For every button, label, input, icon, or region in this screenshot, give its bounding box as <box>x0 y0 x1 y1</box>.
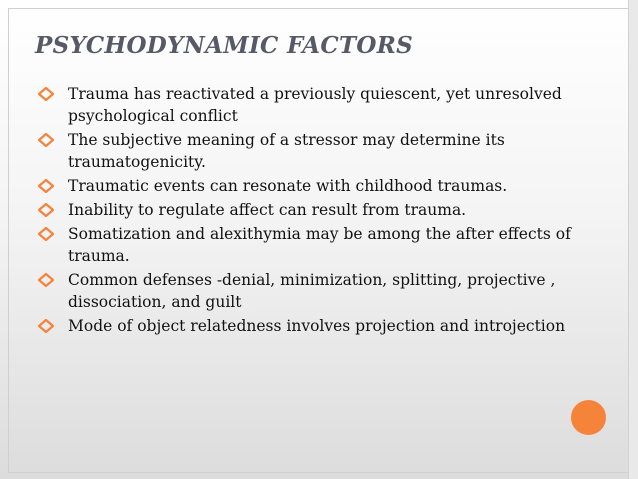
bullet-text: Inability to regulate affect can result from trauma. <box>68 201 467 219</box>
bullet-text: Trauma has reactivated a previously quiescent, yet unresolved psychological conflict <box>68 85 562 125</box>
bullet-item <box>38 269 598 313</box>
right-edge-band <box>628 0 638 479</box>
hollow-diamond-bullet-icon <box>38 203 54 217</box>
bullet-text: Somatization and alexithymia may be among the after effects of trauma. <box>68 225 571 265</box>
bullet-item <box>38 315 598 337</box>
orange-circle-decoration <box>571 400 606 435</box>
bullet-text: Mode of object relatedness involves projection and introjection <box>68 317 566 335</box>
hollow-diamond-bullet-icon <box>38 133 54 147</box>
bullet-text: Common defenses -denial, minimization, splitting, projective , dissociation, and guilt <box>68 271 556 311</box>
hollow-diamond-bullet-icon <box>38 87 54 101</box>
hollow-diamond-bullet-icon <box>38 179 54 193</box>
bullet-item <box>38 223 598 267</box>
bullet-item <box>38 129 598 173</box>
hollow-diamond-bullet-icon <box>38 227 54 241</box>
bullet-text: Traumatic events can resonate with childhood traumas. <box>68 177 508 195</box>
bullet-item <box>38 83 598 127</box>
bullet-list <box>38 83 598 339</box>
hollow-diamond-bullet-icon <box>38 319 54 333</box>
bullet-text: The subjective meaning of a stressor may determine its traumatogenicity. <box>68 131 505 171</box>
bullet-item <box>38 199 598 221</box>
hollow-diamond-bullet-icon <box>38 273 54 287</box>
bullet-item <box>38 175 598 197</box>
slide-title: PSYCHODYNAMIC FACTORS <box>35 32 414 59</box>
